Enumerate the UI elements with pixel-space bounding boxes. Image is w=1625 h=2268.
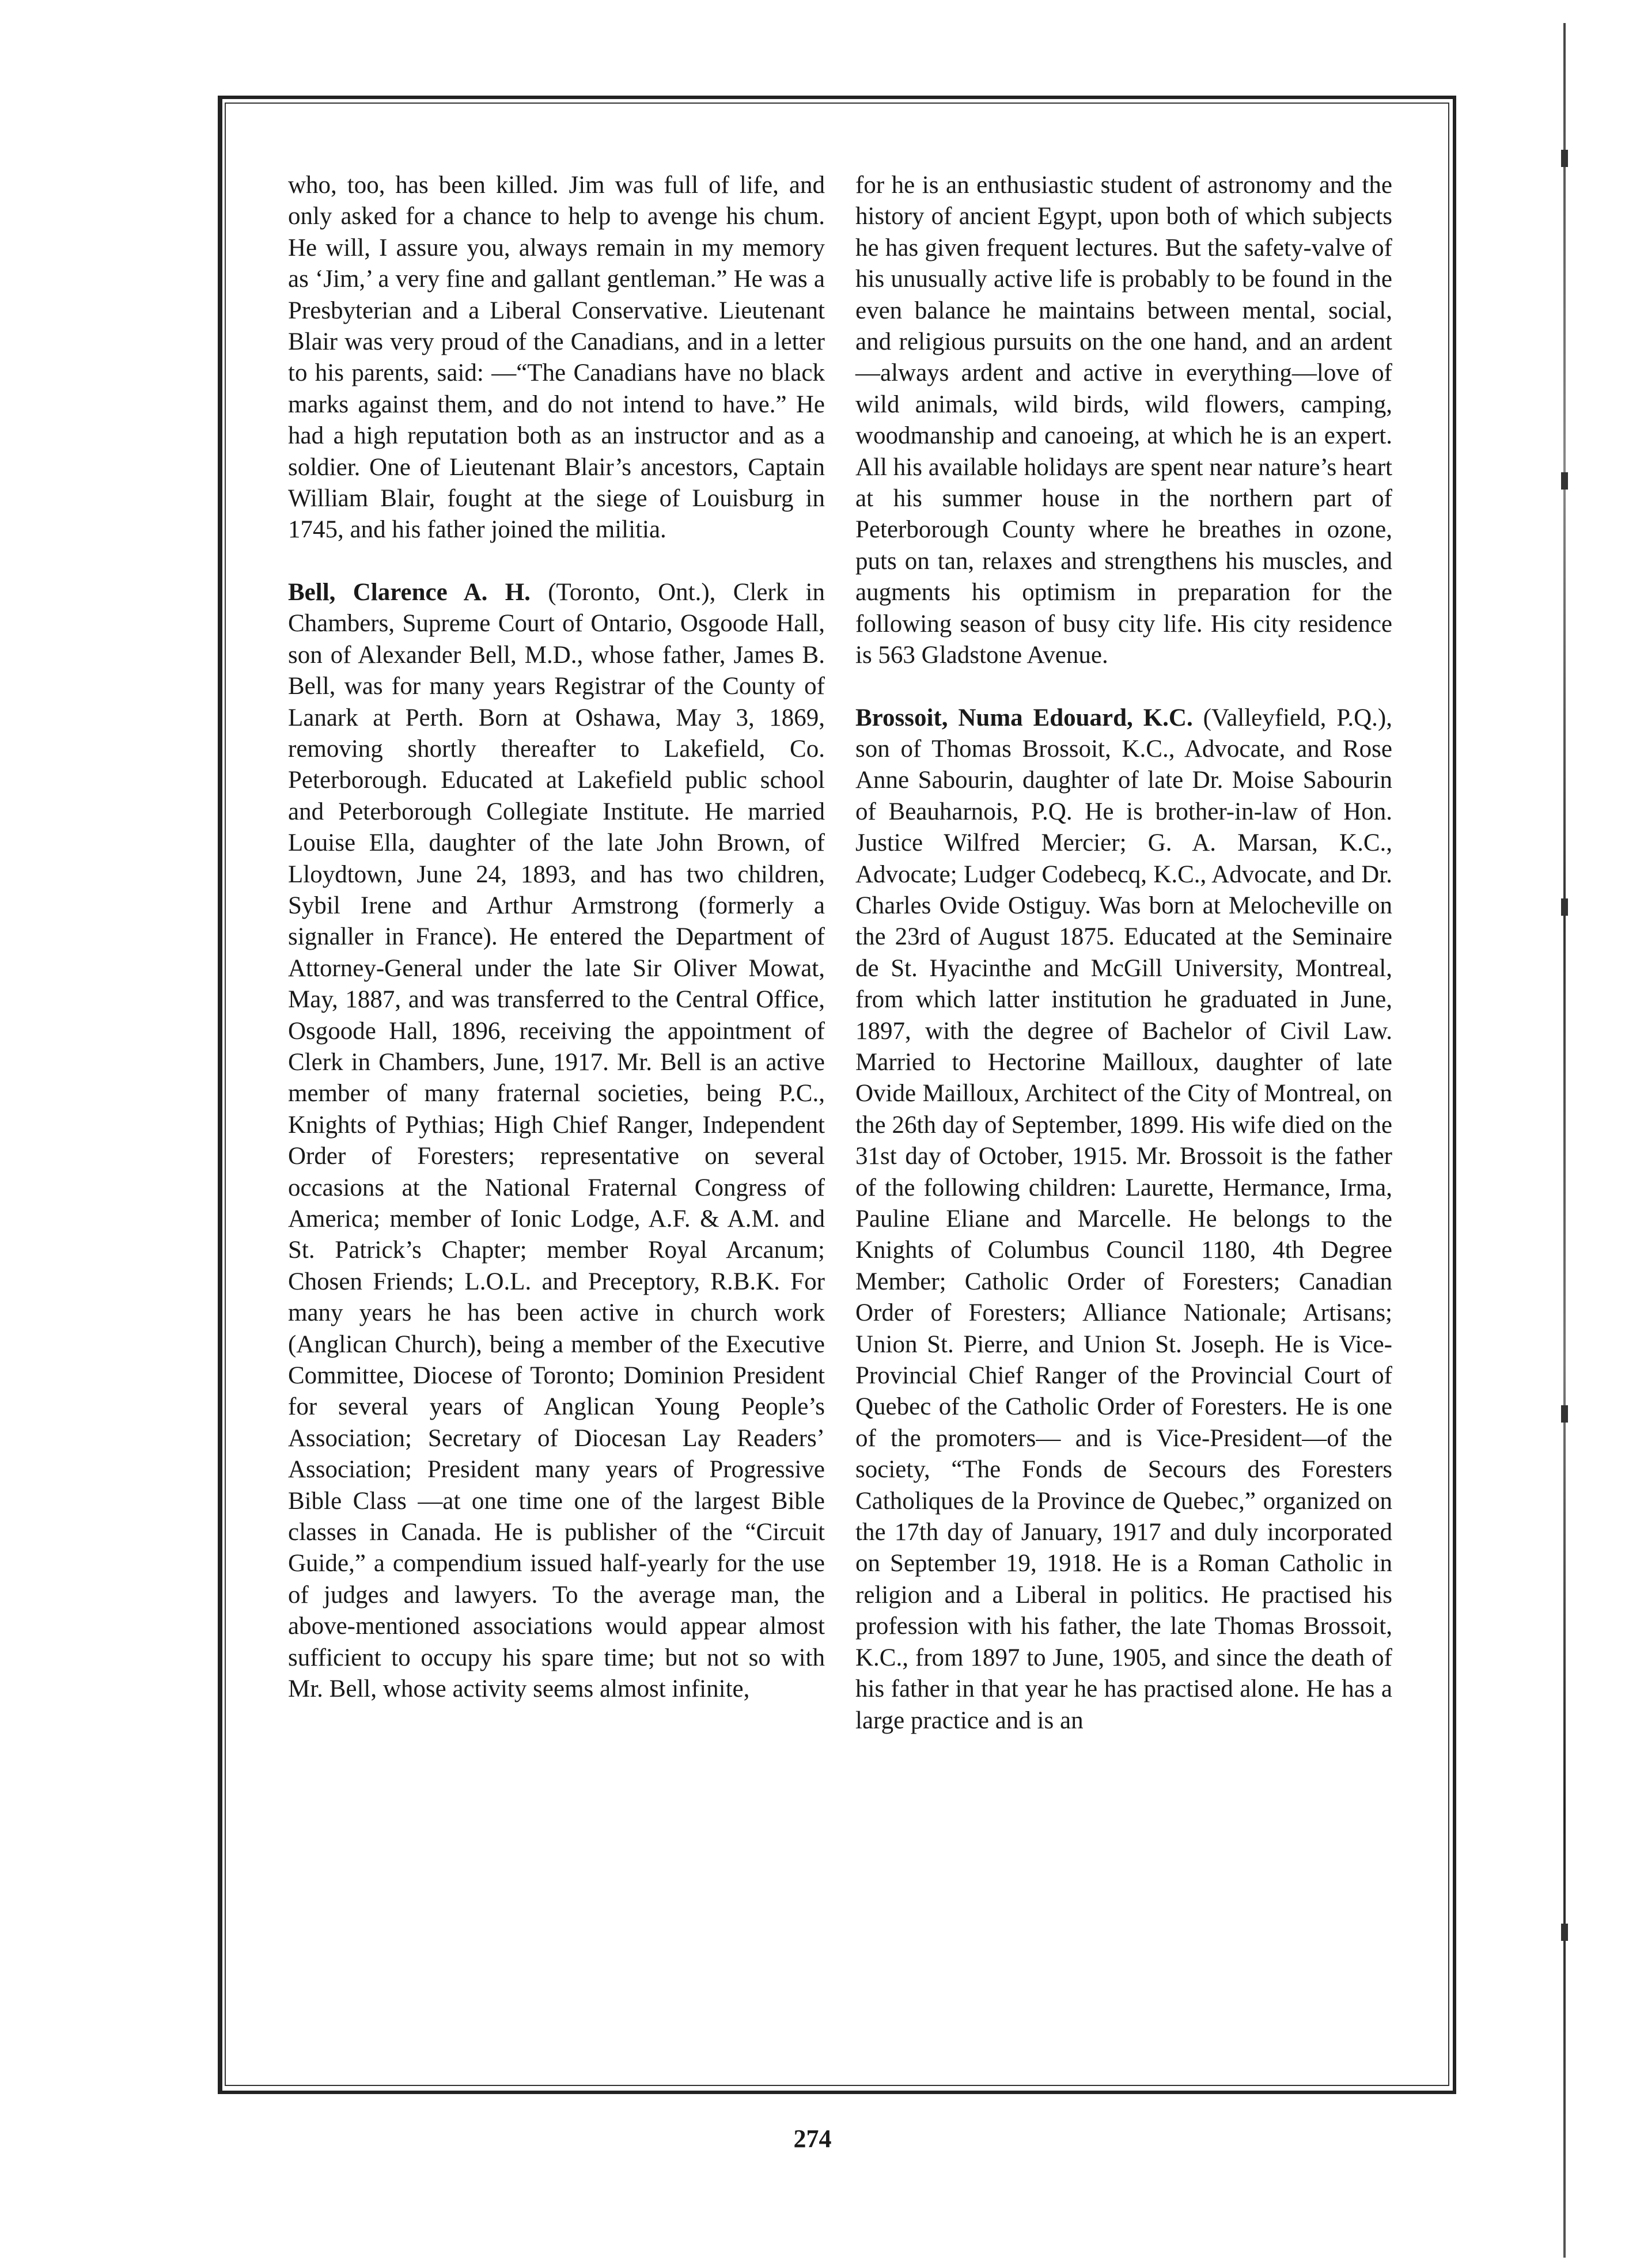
scan-edge-line (1563, 23, 1566, 2258)
brossoit-entry (855, 703, 1392, 1736)
scan-edge-mark (1561, 898, 1568, 916)
brossoit-entry-name: Brossoit, Numa Edouard, K.C. (855, 704, 1193, 731)
left-column (288, 170, 825, 1705)
right-column (855, 170, 1392, 1736)
scan-edge (1555, 23, 1578, 2258)
brossoit-entry-text: (Valleyfield, P.Q.), son of Thomas Brossoit, K.C., Advocate, and Rose Anne Sabourin, daughter of late Dr. Moise Sabourin of Beauharnois, P.Q. He is brother-in-law of Hon. Justice Wilfred Mercier; G. A. Marsan, K.C., Advocate; Ludger Codebecq, K.C., Advocate, and Dr. Charles Ovide Ostiguy. Was born at Melocheville on the 23rd of August 1875. Educated at the Seminaire de St. Hyacinthe and McGill University, Montreal, from which latter institution he graduated in June, 1897, with the degree of Bachelor of Civil Law. Married to Hectorine Mailloux, daughter of late Ovide Mailloux, Architect of the City of Montreal, on the 26th day of September, 1899. His wife died on the 31st day of October, 1915. Mr. Brossoit is the father of the following children: Laurette, Hermance, Irma, Pauline Eliane and Marcelle. He belongs to the Knights of Columbus Council 1180, 4th Degree Member; Catholic Order of Foresters; Canadian Order of Foresters; Alliance Nationale; Artisans; Union St. Pierre, and Union St. Joseph. He is Vice-Provincial Chief Ranger of the Provincial Court of Quebec of the Catholic Order of Foresters. He is one of the promoters— and is Vice-President—of the society, “The Fonds de Secours des Foresters Catholiques de la Province de Quebec,” organized on the 17th day of January, 1917 and duly incorporated on September 19, 1918. He is a Roman Catholic in religion and a Liberal in politics. He practised his profession with his father, the late Thomas Brossoit, K.C., from 1897 to June, 1905, and since the death of his father in that year he has practised alone. He has a large practice and is an (855, 704, 1392, 1734)
page-number: 274 (793, 2125, 832, 2153)
scan-edge-mark (1561, 1405, 1568, 1423)
bell-entry-text: (Toronto, Ont.), Clerk in Chambers, Supreme Court of Ontario, Osgoode Hall, son of Alexander Bell, M.D., whose father, James B. Bell, was for many years Registrar of the County of Lanark at Perth. Born at Oshawa, May 3, 1869, removing shortly thereafter to Lakefield, Co. Peterborough. Educated at Lakefield public school and Peterborough Collegiate Institute. He married Louise Ella, daughter of the late John Brown, of Lloydtown, June 24, 1893, and has two children, Sybil Irene and Arthur Armstrong (formerly a signaller in France). He entered the Department of Attorney-General under the late Sir Oliver Mowat, May, 1887, and was transferred to the Central Office, Osgoode Hall, 1896, receiving the appointment of Clerk in Chambers, June, 1917. Mr. Bell is an active member of many fraternal societies, being P.C., Knights of Pythias; High Chief Ranger, Independent Order of Foresters; representative on several occasions at the National Fraternal Congress of America; member of Ionic Lodge, A.F. & A.M. and St. Patrick’s Chapter; member Royal Arcanum; Chosen Friends; L.O.L. and Preceptory, R.B.K. For many years he has been active in church work (Anglican Church), being a member of the Executive Committee, Diocese of Toronto; Dominion President for several years of Anglican Young People’s Association; Secretary of Diocesan Lay Readers’ Association; President many years of Progressive Bible Class —at one time one of the largest Bible classes in Canada. He is publisher of the “Circuit Guide,” a compendium issued half-yearly for the use of judges and lawyers. To the average man, the above-mentioned associations would appear almost sufficient to occupy his spare time; but not so with Mr. Bell, whose activity seems almost infinite, (288, 578, 825, 1703)
scan-edge-mark (1561, 150, 1568, 167)
right-continuation-paragraph: for he is an enthusiastic student of astronomy and the history of ancient Egypt, upon both of which subjects he has given frequent lectures. But the safety-valve of his unusually active life is probably to be found in the even balance he maintains between mental, social, and religious pursuits on the one hand, and an ardent—always ardent and active in everything—love of wild animals, wild birds, wild flowers, camping, woodmanship and canoeing, at which he is an expert. All his available holidays are spent near nature’s heart at his summer house in the northern part of Peterborough County where he breathes in ozone, puts on tan, relaxes and strengthens his muscles, and augments his optimism in preparation for the following season of busy city life. His city residence is 563 Gladstone Avenue. (855, 172, 1392, 669)
left-intro-paragraph: who, too, has been killed. Jim was full of life, and only asked for a chance to help to avenge his chum. He will, I assure you, always remain in my memory as ‘Jim,’ a very fine and gallant gentleman.” He was a Presbyterian and a Liberal Conservative. Lieutenant Blair was very proud of the Canadians, and in a letter to his parents, said: —“The Canadians have no black marks against them, and do not intend to have.” He had a high reputation both as an instructor and as a soldier. One of Lieutenant Blair’s ancestors, Captain William Blair, fought at the siege of Louisburg in 1745, and his father joined the militia. (288, 172, 825, 544)
scan-edge-mark (1561, 1924, 1568, 1941)
bell-entry (288, 577, 825, 1705)
bell-entry-name: Bell, Clarence A. H. (288, 578, 531, 606)
scan-edge-mark (1561, 472, 1568, 490)
